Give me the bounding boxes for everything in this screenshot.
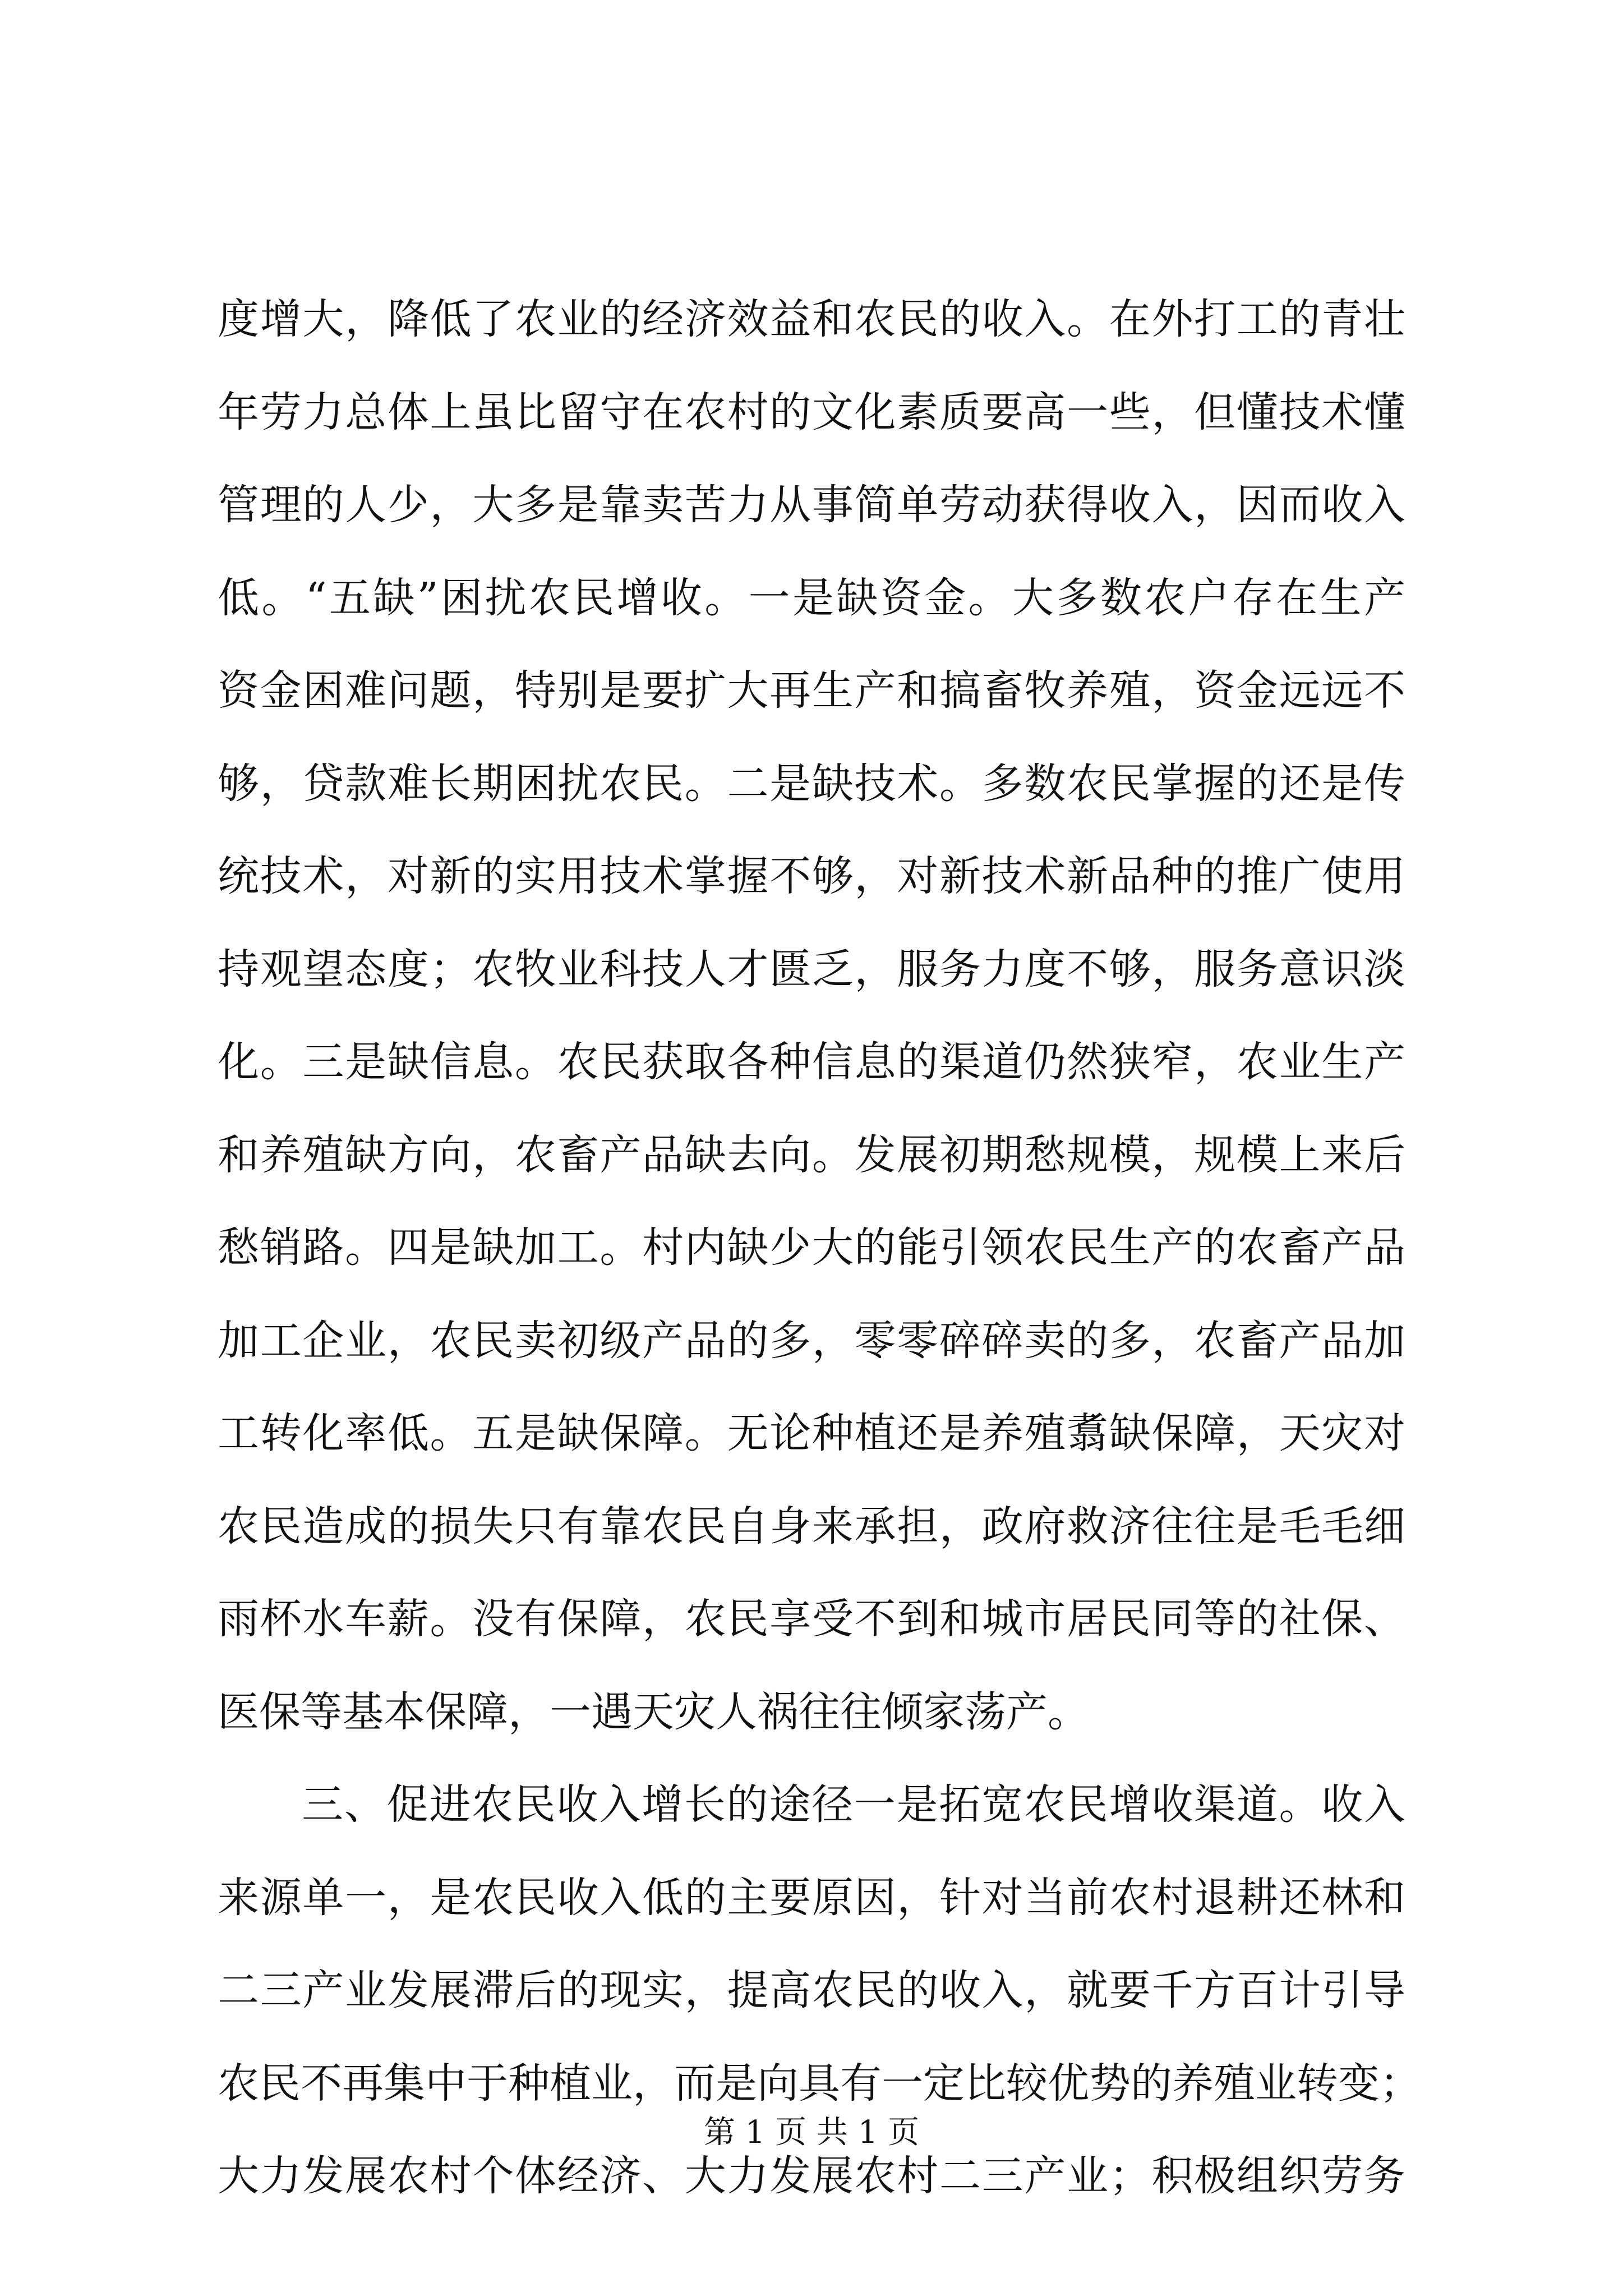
text-line: 持观望态度；农牧业科技人才匮乏，服务力度不够，服务意识淡 (218, 945, 1405, 993)
text-line: 来源单一，是农民收入低的主要原因，针对当前农村退耕还林和 (218, 1873, 1405, 1922)
text-line: 医保等基本保障，一遇天灾人祸往往倾家荡产。 (218, 1687, 1089, 1736)
text-line: 工转化率低。五是缺保障。无论种植还是养殖翥缺保障，天灾对 (218, 1409, 1405, 1457)
text-line: 大力发展农村个体经济、大力发展农村二三产业；积极组织劳务 (218, 2152, 1405, 2200)
text-line: 够，贷款难长期困扰农民。二是缺技术。多数农民掌握的还是传 (218, 759, 1405, 808)
page-footer (0, 2115, 1623, 2151)
text-line: 三、促进农民收入增长的途径一是拓宽农民增收渠道。收入 (302, 1780, 1405, 1829)
text-line: 农民造成的损失只有靠农民自身来承担，政府救济往往是毛毛细 (218, 1502, 1405, 1550)
text-line: 愁销路。四是缺加工。村内缺少大的能引领农民生产的农畜产品 (218, 1223, 1405, 1272)
text-line: 和养殖缺方向，农畜产品缺去向。发展初期愁规模，规模上来后 (218, 1130, 1405, 1179)
text-line: 化。三是缺信息。农民获取各种信息的渠道仍然狭窄，农业生产 (218, 1038, 1405, 1086)
text-line: 统技术，对新的实用技术掌握不够，对新技术新品种的推广使用 (218, 852, 1405, 900)
text-line: 雨杯水车薪。没有保障，农民享受不到和城市居民同等的社保、 (218, 1595, 1405, 1643)
text-line: 农民不再集中于种植业，而是向具有一定比较优势的养殖业转变； (218, 2059, 1421, 2108)
text-line: 度增大，降低了农业的经济效益和农民的收入。在外打工的青壮 (218, 295, 1405, 343)
text-line: 二三产业发展滞后的现实，提高农民的收入，就要千方百计引导 (218, 1966, 1405, 2014)
text-line: 低。“五缺”困扰农民增收。一是缺资金。大多数农户存在生产 (218, 573, 1405, 622)
text-line: 资金困难问题，特别是要扩大再生产和搞畜牧养殖，资金远远不 (218, 666, 1405, 715)
text-line: 年劳力总体上虽比留守在农村的文化素质要高一些，但懂技术懂 (218, 388, 1405, 436)
text-line: 加工企业，农民卖初级产品的多，零零碎碎卖的多，农畜产品加 (218, 1316, 1405, 1365)
body-text (218, 295, 1421, 2247)
text-line: 管理的人少，大多是靠卖苦力从事简单劳动获得收入，因而收入 (218, 481, 1405, 529)
page-number-label: 第 1 页 共 1 页 (703, 2114, 920, 2151)
